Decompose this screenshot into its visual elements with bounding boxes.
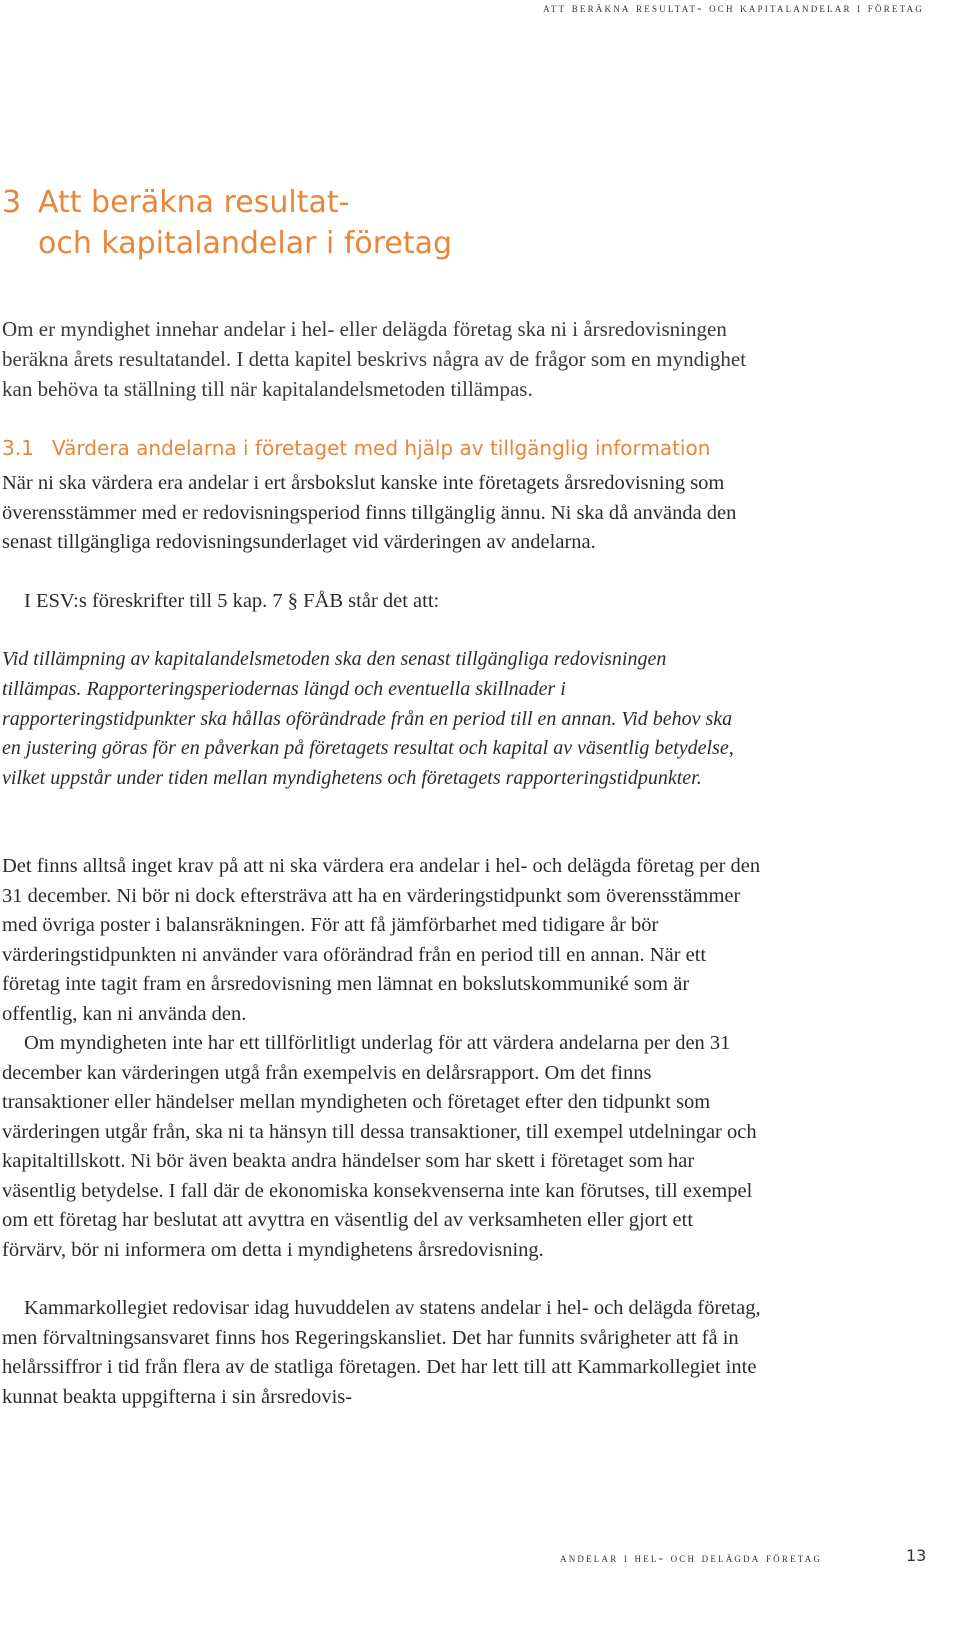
- body-paragraph-1: När ni ska värdera era andelar i ert årsbokslut kanske inte företagets årsredovisning som överensstämmer med er redovisningsperiod finns tillgänglig ännu. Ni ska då använda den senast tillgängliga redovisningsunderlaget vid värderingen av andelarna.: [2, 472, 737, 553]
- chapter-title-line2: och kapitalandelar i företag: [38, 226, 453, 261]
- body-paragraph-5: Kammarkollegiet redovisar idag huvuddelen av statens andelar i hel- och delägda företag, men förvaltningsansvaret finns hos Regeringskansliet. Det har funnits svårigheter att få in helårssiffror i tid från flera av de statliga företagen. Det har lett till att Kammarkollegiet inte kunnat beakta uppgifterna i sin årsredovis-: [2, 1297, 761, 1408]
- body-paragraph-3: Det finns alltså inget krav på att ni ska värdera era andelar i hel- och delägda företag per den 31 december. Ni bör ni dock eftersträva att ha en värderingstidpunkt som överensstämmer med övriga poster i balansräkningen. För att få jämförbarhet med tidigare år bör värderingstidpunkten ni använder vara oförändrad från en period till en annan. När ett företag inte tagit fram en årsredovisning men lämnat en bokslutskommuniké som är offentlig, kan ni använda den.: [2, 855, 761, 1025]
- lead-paragraph: Om er myndighet innehar andelar i hel- eller delägda företag ska ni i årsredovisningen beräkna årets resultatandel. I detta kapitel beskrivs några av de frågor som en myndighet kan behöva ta ställning till när kapitalandelsmetoden tillämpas.: [2, 317, 747, 401]
- body-paragraph-2: I ESV:s föreskrifter till 5 kap. 7 § FÅB står det att:: [24, 590, 440, 612]
- regulation-quote: Vid tillämpning av kapitalandelsmetoden ska den senast tillgängliga redovisningen tillämpas. Rapporteringsperiodernas längd och eventuella skillnader i rapporteringstidpunkter ska hållas oförändrade från en period till en annan. Vid behov ska en justering göras för en påverkan på företagets resultat och kapital av väsentlig betydelse, vilket uppstår under tiden mellan myndighetens och företagets rapporteringstidpunkter.: [2, 648, 734, 790]
- section-title: Värdera andelarna i företaget med hjälp av tillgänglig information: [52, 436, 711, 460]
- chapter-title-line1: Att beräkna resultat-: [38, 185, 350, 220]
- page-number: 13: [906, 1546, 927, 1565]
- body-paragraph-4: Om myndigheten inte har ett tillförlitligt underlag för att värdera andelarna per den 31 december kan värderingen utgå från exempelvis en delårsrapport. Om det finns transaktioner eller händelser mellan myndigheten och företaget efter den tidpunkt som värderingen utgår från, ska ni ta hänsyn till dessa transaktioner, till exempel utdelningar och kapitaltillskott. Ni bör även beakta andra händelser som har skett i företaget som har väsentlig betydelse. I fall där de ekonomiska konsekvenserna inte kan förutses, till exempel om ett företag har beslutat att avyttra en väsentlig del av verksamheten eller gjort ett förvärv, bör ni informera om detta i myndighetens årsredovisning.: [2, 1032, 757, 1261]
- running-footer: andelar i hel- och delägda företag: [560, 1550, 823, 1565]
- chapter-number: 3: [2, 185, 22, 220]
- section-heading: [2, 433, 710, 463]
- section-number: 3.1: [2, 436, 34, 460]
- running-header: att beräkna resultat- och kapitalandelar i företag: [543, 0, 924, 15]
- chapter-title: [2, 182, 452, 264]
